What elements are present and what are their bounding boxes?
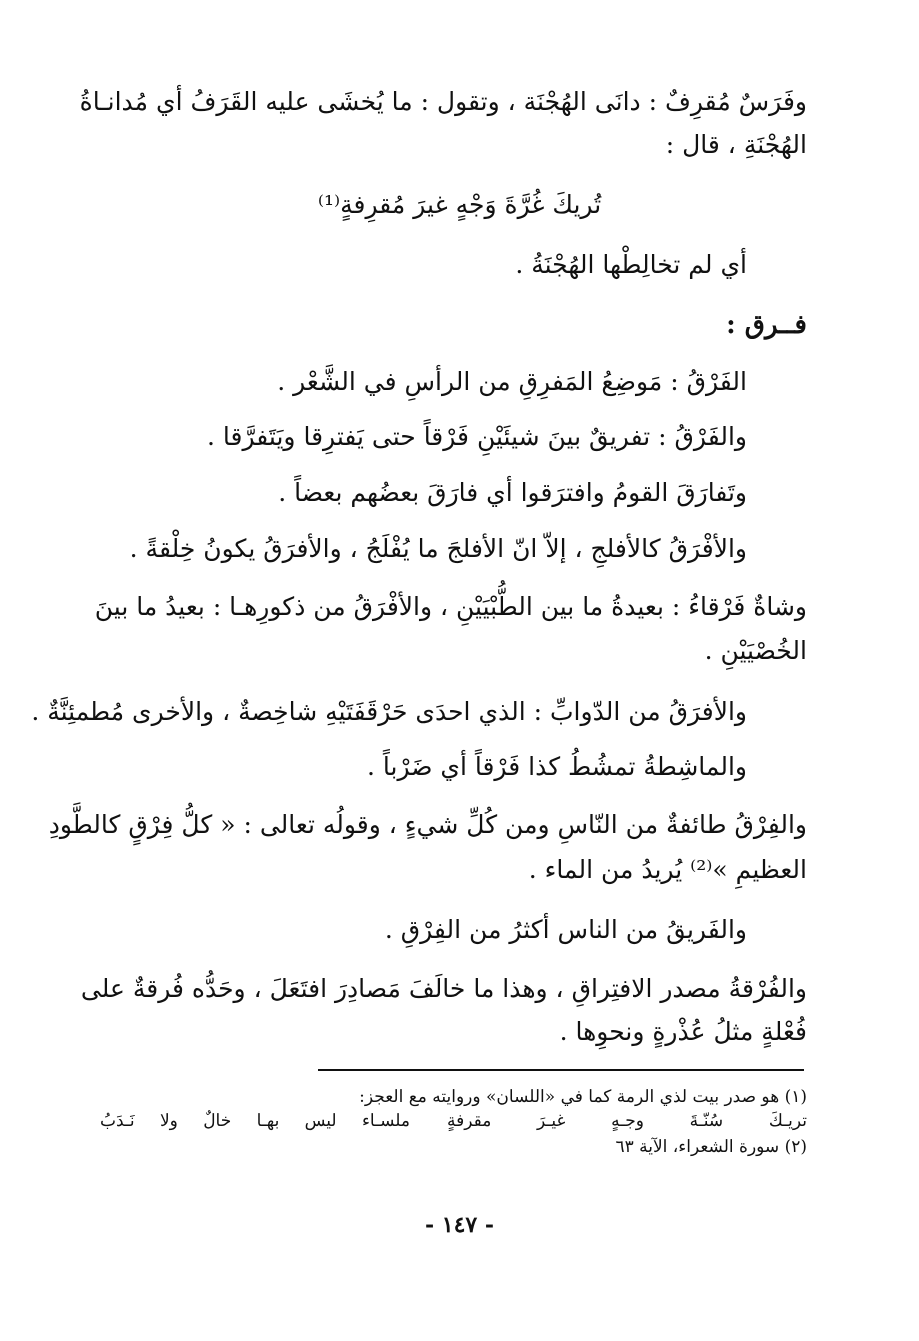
quoted-verse-line: تُريكَ غُرَّةَ وَجْهٍ غيرَ مُقرِفةٍ⁽¹⁾: [317, 190, 602, 219]
entry-firq: والفِرْقُ طائفةٌ من النّاسِ ومن كُلِّ شيءٍ ، وقولُه تعالى : « كلُّ فِرْقٍ كالطَّودِ: [48, 810, 807, 839]
section-heading-farq: فــرق :: [726, 310, 807, 340]
body-line-1: وفَرَسٌ مُقرِفٌ : دانَى الهُجْنَة ، وتقول : ما يُخشَى عليه القَرَفُ أي مُدانـاةُ: [79, 87, 807, 116]
entry-shah-farqa: وشاةٌ فَرْقاءُ : بعيدةُ ما بين الطُّبْيَيْنِ ، والأفْرَقُ من ذكورِهـا : بعيدُ ما بينَ: [94, 592, 807, 621]
footnote-separator: [318, 1069, 804, 1071]
entry-firq-cont: العظيمِ »⁽²⁾ يُريدُ من الماء .: [528, 855, 807, 884]
verse-second-hemistich: ملسـاء ليس بهـا خالٌ ولا نَـدَبُ: [100, 1111, 410, 1131]
entry-afraq: والأفْرَقُ كالأفلجِ ، إلاّ انّ الأفلجَ ما يُفْلَجُ ، والأفرَقُ يكونُ خِلْقةً .: [129, 534, 747, 563]
body-line-2: الهُجْنَةِ ، قال :: [665, 130, 807, 159]
body-line-4: أي لم تخالِطْها الهُجْنَةُ .: [515, 250, 747, 279]
entry-farq-separation: والفَرْقُ : تفريقٌ بينَ شيئَيْنِ فَرْقاً حتى يَفترِقا ويَتَفرَّقا .: [207, 422, 747, 451]
entry-furqa: والفُرْقةُ مصدر الافتِراقِ ، وهذا ما خالَفَ مَصادِرَ افتَعَلَ ، وحَدُّه فُرقةٌ على: [80, 974, 807, 1003]
entry-farq-head: الفَرْقُ : مَوضِعُ المَفرِقِ من الرأسِ في الشَّعْر .: [277, 367, 747, 396]
entry-mashita: والماشِطةُ تمشُطُ كذا فَرْقاً أي ضَرْباً .: [366, 752, 747, 781]
footnote-1: (١) هو صدر بيت لذي الرمة كما في «اللسان» وروايته مع العجز:: [359, 1087, 807, 1107]
footnote-2: (٢) سورة الشعراء، الآية ٦٣: [615, 1137, 807, 1157]
page-number: - ١٤٧ -: [424, 1212, 495, 1238]
verse-first-hemistich: تريـكَ سُنّـةَ وجـهٍ غيـرَ مقرفةٍ: [447, 1111, 807, 1131]
entry-fariq: والفَريقُ من الناس أكثرُ من الفِرْقِ .: [384, 915, 747, 944]
entry-tafaraqa: وتَفارَقَ القومُ وافترَقوا أي فارَقَ بعضُهم بعضاً .: [278, 478, 747, 507]
entry-shah-farqa-cont: الخُصْيَيْنِ .: [704, 636, 807, 665]
entry-furqa-cont: فُعْلةٍ مثلُ عُذْرةٍ ونحوِها .: [559, 1017, 807, 1046]
entry-afraq-dawab: والأفرَقُ من الدّوابِّ : الذي احدَى حَرْقَفَتَيْهِ شاخِصةٌ ، والأخرى مُطمئِنَّةٌ .: [31, 697, 747, 726]
